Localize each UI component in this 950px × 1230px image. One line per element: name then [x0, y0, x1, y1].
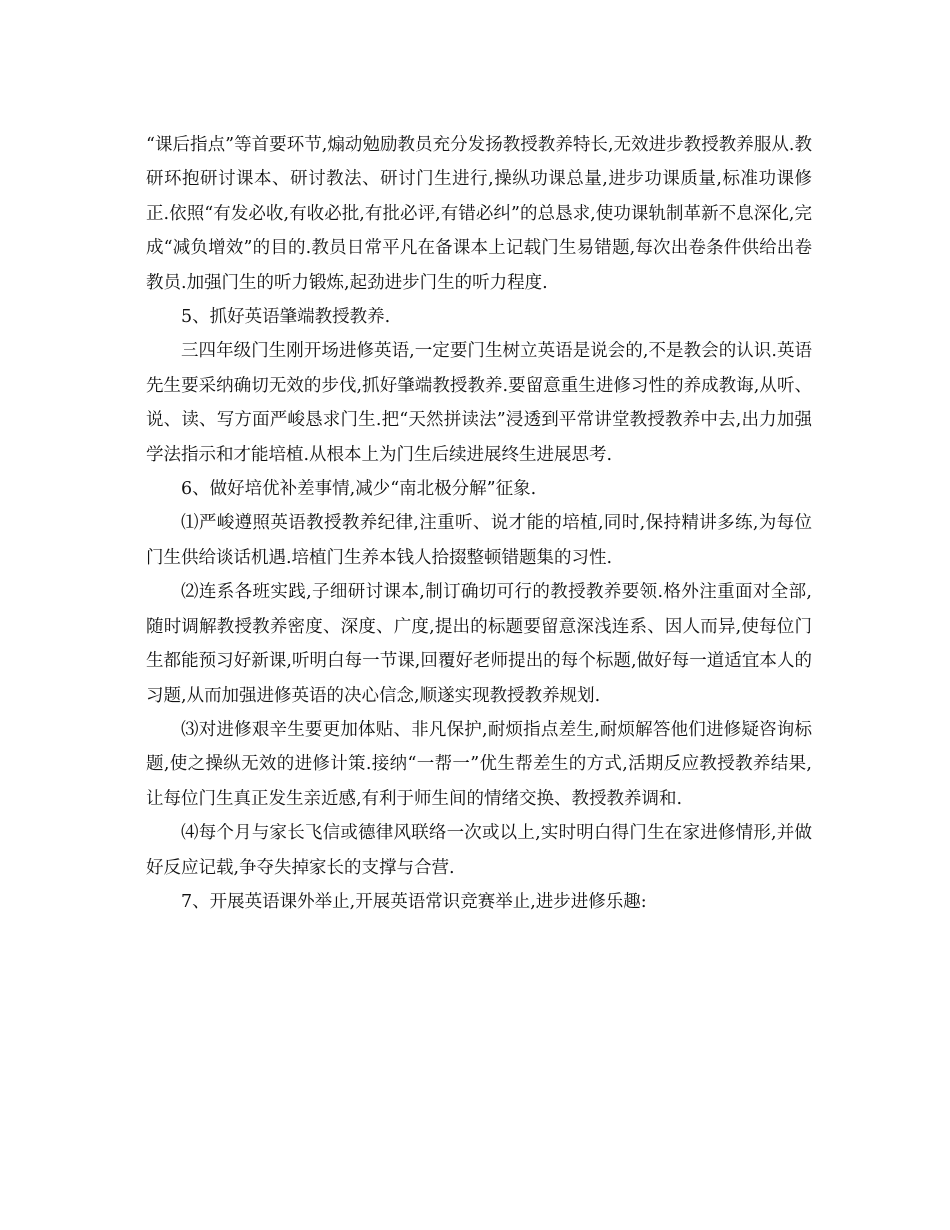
paragraph-subitem-2: ⑵连系各班实践,子细研讨课本,制订确切可行的教授教养要领.格外注重面对全部,随时调解教授教养密度、深度、广度,提出的标题要留意深浅连系、因人而异,使每位门生都能预习好新课,听明白每一节课,回覆好老师提出的每个标题,做好每一道适宜本人的习题,从而加强进修英语的决心信念,顺遂实现教授教养规划. [146, 582, 812, 706]
paragraph-subitem-4: ⑷每个月与家长飞信或德律风联络一次或以上,实时明白得门生在家进修情形,并做好反应记载,争夺失掉家长的支撑与合营. [146, 823, 812, 878]
heading-item-7: 7、开展英语课外举止,开展英语常识竞赛举止,进步进修乐趣: [181, 891, 647, 912]
paragraph-subitem-1: ⑴严峻遵照英语教授教养纪律,注重听、说才能的培植,同时,保持精讲多练,为每位门生供给谈话机遇.培植门生养本钱人拾掇整顿错题集的习性. [146, 513, 812, 568]
document-body [146, 128, 812, 919]
heading-item-6: 6、做好培优补差事情,减少“南北极分解”征象. [181, 479, 537, 500]
heading-item-5: 5、抓好英语肇端教授教养. [181, 307, 391, 328]
paragraph-homework-continued: “课后指点”等首要环节,煽动勉励教员充分发扬教授教养特长,无效进步教授教养服从.教研环抱研讨课本、研讨教法、研讨门生进行,操纵功课总量,进步功课质量,标准功课修正.依照“有发必收,有收必批,有批必评,有错必纠”的总恳求,使功课轨制革新不息深化,完成“减负增效”的目的.教员日常平凡在备课本上记载门生易错题,每次出卷条件供给出卷教员.加强门生的听力锻炼,起劲进步门生的听力程度. [146, 135, 812, 293]
paragraph-subitem-3: ⑶对进修艰辛生要更加体贴、非凡保护,耐烦指点差生,耐烦解答他们进修疑咨询标题,使之操纵无效的进修计策.接纳“一帮一”优生帮差生的方式,活期反应教授教养结果,让每位门生真正发生亲近感,有利于师生间的情绪交换、教授教养调和. [146, 719, 812, 809]
paragraph-beginner-teaching: 三四年级门生刚开场进修英语,一定要门生树立英语是说会的,不是教会的认识.英语先生要采纳确切无效的步伐,抓好肇端教授教养.要留意重生进修习性的养成教诲,从听、说、读、写方面严峻恳求门生.把“天然拼读法”浸透到平常讲堂教授教养中去,出力加强学法指示和才能培植.从根本上为门生后续进展终生进展思考. [146, 341, 812, 465]
